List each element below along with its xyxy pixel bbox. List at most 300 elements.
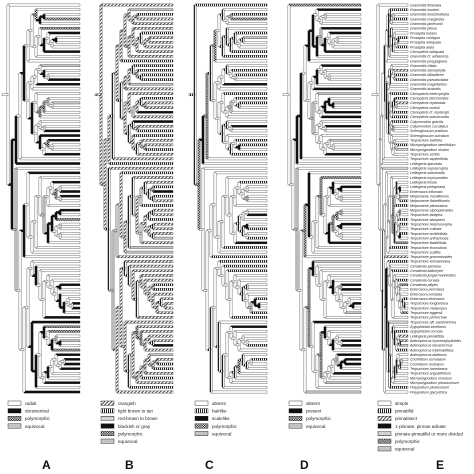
branch — [321, 270, 361, 272]
branch — [247, 190, 267, 192]
branch — [386, 60, 408, 62]
branch — [393, 13, 408, 15]
taxon-label: Lellingeria phlegmaria — [410, 185, 446, 190]
branch — [137, 18, 173, 20]
branch — [60, 195, 80, 197]
branch — [36, 92, 80, 94]
branch — [383, 158, 408, 160]
branch — [219, 321, 267, 323]
branch — [129, 83, 173, 85]
taxon-label: Grammitis knutsfordiana — [410, 12, 449, 17]
branch — [396, 46, 408, 48]
branch — [390, 265, 408, 267]
branch — [325, 18, 361, 20]
branch — [153, 228, 173, 230]
legend-swatch — [195, 401, 208, 405]
taxon-label: Lellingeria myosuroides — [410, 175, 448, 180]
branch — [48, 79, 80, 81]
branch — [321, 116, 361, 118]
branch — [153, 344, 173, 346]
legend-label: 1-pinnate, pinnae adnate — [395, 423, 446, 429]
taxon-label: Lellingeria subsessilis — [410, 171, 445, 176]
legend-swatch — [195, 431, 208, 435]
branch — [60, 288, 80, 290]
branch — [396, 279, 408, 281]
legend-swatch — [195, 416, 208, 420]
taxon-label: Grammitis pilosa — [410, 26, 437, 31]
branch — [395, 32, 408, 34]
branch — [36, 83, 80, 85]
branch — [137, 153, 173, 155]
legend-swatch — [101, 409, 114, 413]
branch — [313, 88, 361, 90]
branch — [317, 246, 361, 248]
taxon-label: Scleroglossum sulcatum — [410, 133, 449, 138]
branch — [40, 23, 80, 25]
branch — [60, 340, 80, 342]
branch — [388, 251, 408, 253]
branch — [395, 274, 408, 276]
taxon-label: Enterosora trifurcata — [410, 189, 443, 194]
branch — [153, 209, 173, 211]
branch — [247, 195, 267, 197]
branch — [28, 172, 80, 174]
branch — [149, 335, 173, 337]
branch — [64, 358, 80, 360]
branch — [243, 41, 267, 43]
branch — [211, 256, 267, 258]
branch — [153, 195, 173, 197]
branch — [337, 335, 361, 337]
branch — [251, 358, 267, 360]
taxon-label: Enterosora percrassa — [410, 287, 445, 292]
branch — [317, 265, 361, 267]
panel-letter-e: E — [436, 458, 445, 472]
branch — [153, 340, 173, 342]
branch — [141, 204, 173, 206]
taxon-label: Grammitis fimbriata — [410, 3, 442, 8]
branch — [48, 139, 80, 141]
taxon-label: Adenophorus tripinnatifidus — [410, 348, 454, 353]
taxon-label: Scleroglossum pusillum — [410, 129, 448, 134]
taxon-label: Melpomene xiphopteroides — [410, 208, 454, 213]
branch — [133, 65, 173, 67]
branch — [231, 69, 267, 71]
branch — [44, 69, 80, 71]
branch — [390, 386, 408, 388]
taxon-label: Grammitis jamesonii — [410, 21, 443, 26]
branch — [117, 391, 173, 393]
legend-swatch — [289, 401, 302, 405]
branch — [141, 242, 173, 244]
branch — [381, 162, 408, 164]
branch — [325, 69, 361, 71]
branch — [297, 162, 361, 164]
branch — [333, 181, 361, 183]
legend-label: simple — [395, 401, 409, 406]
taxon-label: Ctenopteris cf. mjobergii — [410, 110, 449, 115]
branch — [393, 125, 408, 127]
legend-c — [195, 401, 237, 436]
branch — [390, 55, 408, 57]
taxon-label: Melpomene pilosissima — [410, 203, 448, 208]
branch — [145, 144, 173, 146]
branch — [141, 97, 173, 99]
legend-d — [289, 401, 331, 429]
branch — [133, 134, 173, 136]
branch — [341, 284, 361, 286]
taxon-label: Terpsichore gramminoides — [410, 255, 453, 260]
branch — [44, 382, 80, 384]
tree-panel-a — [2, 4, 80, 393]
taxon-label: Grammitis stenophylla — [410, 68, 446, 73]
taxon-label: Terpsichore cultrata — [410, 227, 442, 232]
branch — [247, 340, 267, 342]
branch — [396, 106, 408, 108]
branch — [329, 274, 361, 276]
branch — [305, 256, 361, 258]
legend-swatch — [101, 401, 114, 405]
branch — [243, 218, 267, 220]
branch — [321, 27, 361, 29]
legend-label: blackish or gray — [118, 423, 151, 429]
branch — [243, 354, 267, 356]
branch — [393, 69, 408, 71]
taxon-label: Adenophorus hymenophylloides — [410, 339, 462, 344]
branch — [60, 223, 80, 225]
branch — [325, 316, 361, 318]
branch — [153, 186, 173, 188]
branch — [44, 51, 80, 53]
branch — [337, 37, 361, 39]
branch — [333, 106, 361, 108]
branch — [129, 265, 173, 267]
branch — [145, 148, 173, 150]
branch — [395, 139, 408, 141]
branch — [44, 13, 80, 15]
branch — [396, 148, 408, 150]
branch — [40, 176, 80, 178]
branch — [247, 223, 267, 225]
branch — [305, 391, 361, 393]
branch — [48, 242, 80, 244]
branch — [231, 130, 267, 132]
taxon-label: Grammitis australis — [410, 87, 441, 92]
branch — [247, 344, 267, 346]
taxon-label: Calymmodon gracilis — [410, 119, 444, 124]
branch — [329, 74, 361, 76]
branch — [227, 120, 267, 122]
branch — [231, 13, 267, 15]
branch — [60, 344, 80, 346]
branch — [141, 330, 173, 332]
branch — [215, 60, 267, 62]
legend-label: equivocal — [306, 423, 326, 429]
taxon-label: Terpsichore lanigera — [410, 213, 443, 218]
branch — [313, 260, 361, 262]
branch — [68, 298, 80, 300]
branch — [325, 326, 361, 328]
branch — [393, 18, 408, 20]
taxon-label: Enterosora trichosora — [410, 297, 445, 302]
taxon-label: Micropolypodium okuboi — [410, 147, 449, 152]
branch — [227, 134, 267, 136]
branch — [391, 23, 408, 25]
branch — [215, 172, 267, 174]
branch — [341, 293, 361, 295]
branch — [60, 293, 80, 295]
branch — [235, 242, 267, 244]
branch — [133, 27, 173, 29]
tree-panel-e — [372, 4, 408, 393]
taxon-label: Ceradenia pilipes — [410, 283, 438, 288]
branch — [161, 298, 173, 300]
taxon-label: Calymmodon cucullatus — [410, 124, 449, 129]
branch — [341, 288, 361, 290]
taxon-label: Grammitis ciliata — [410, 63, 437, 68]
legend-label: polymorphic — [212, 423, 237, 429]
legend-swatch — [8, 416, 21, 420]
branch — [20, 158, 80, 160]
branch — [247, 209, 267, 211]
branch — [153, 232, 173, 234]
legend-swatch — [101, 431, 114, 435]
branch — [16, 162, 80, 164]
branch — [64, 363, 80, 365]
panel-letters — [42, 458, 444, 472]
branch — [145, 46, 173, 48]
branch — [393, 326, 408, 328]
taxon-label: Micropolypodium minutum — [410, 376, 452, 381]
branch — [36, 265, 80, 267]
legend-label: red-brown to brown — [118, 416, 158, 422]
branch — [247, 368, 267, 370]
legend-label: polymorphic — [395, 439, 420, 444]
branch — [56, 335, 80, 337]
branch — [60, 190, 80, 192]
branch — [40, 120, 80, 122]
branch — [153, 368, 173, 370]
branch — [203, 162, 267, 164]
legend-swatch — [378, 424, 391, 428]
branch — [333, 148, 361, 150]
branch — [391, 65, 408, 67]
branch — [325, 13, 361, 15]
branch — [153, 190, 173, 192]
branch — [40, 116, 80, 118]
branch — [223, 386, 267, 388]
taxon-label: Grammitis cf. arfakensis — [410, 54, 449, 59]
branch — [309, 172, 361, 174]
branch — [385, 391, 408, 393]
branch — [243, 37, 267, 39]
branch — [317, 55, 361, 57]
branch — [341, 200, 361, 202]
branch — [137, 13, 173, 15]
legend-swatch — [101, 439, 114, 443]
branch — [101, 4, 173, 6]
branch — [227, 65, 267, 67]
branch — [40, 27, 80, 29]
taxon-label: Terpsichore senilis — [410, 152, 440, 157]
branch — [395, 330, 408, 332]
branch — [32, 88, 80, 90]
branch — [145, 372, 173, 374]
branch — [125, 88, 173, 90]
panel-letter-a: A — [42, 458, 51, 472]
branch — [227, 23, 267, 25]
branch — [239, 102, 267, 104]
branch — [395, 79, 408, 81]
branch — [231, 316, 267, 318]
branch — [145, 181, 173, 183]
branch — [390, 9, 408, 11]
branch — [321, 65, 361, 67]
branch — [341, 340, 361, 342]
branch — [349, 298, 361, 300]
taxon-label: Terpsichore alsopteris — [410, 217, 446, 222]
branch — [239, 279, 267, 281]
branch — [149, 354, 173, 356]
branch — [141, 32, 173, 34]
branch — [247, 237, 267, 239]
branch — [398, 218, 408, 220]
branch — [141, 274, 173, 276]
legend-swatch — [8, 424, 21, 428]
branch — [329, 32, 361, 34]
branch — [207, 158, 267, 160]
branch — [227, 116, 267, 118]
branch — [121, 60, 173, 62]
branch — [247, 284, 267, 286]
branch — [345, 363, 361, 365]
branch — [255, 298, 267, 300]
taxon-label: Zygophlebia cornuta — [410, 329, 443, 334]
branch — [235, 97, 267, 99]
taxon-label: Lellingeria limula — [410, 180, 437, 185]
branch — [48, 377, 80, 379]
taxon-label: Polypodium glycyrrhiza — [410, 390, 447, 395]
branch — [341, 214, 361, 216]
legend-swatch — [101, 424, 114, 428]
branch — [48, 204, 80, 206]
branch — [341, 223, 361, 225]
legend-label: hairlike — [212, 408, 227, 414]
taxon-label: Terpsichore melanopus — [410, 306, 448, 311]
branch — [329, 79, 361, 81]
branch — [393, 51, 408, 53]
branch — [321, 23, 361, 25]
branch — [48, 97, 80, 99]
branch — [325, 130, 361, 132]
branch — [145, 349, 173, 351]
branch — [283, 94, 289, 96]
branch — [219, 260, 267, 262]
branch — [345, 312, 361, 314]
branch — [231, 51, 267, 53]
tree-panel-d — [283, 4, 361, 393]
taxon-label: Terpsichore anfractuosa — [410, 236, 449, 241]
legend-label: radial — [25, 401, 37, 406]
branch — [133, 120, 173, 122]
taxon-label: Lellingeria pinnatifida — [410, 334, 444, 339]
branch — [341, 232, 361, 234]
branch — [44, 111, 80, 113]
branch — [247, 288, 267, 290]
branch — [333, 46, 361, 48]
branch — [24, 391, 80, 393]
branch — [396, 181, 408, 183]
branch — [113, 158, 173, 160]
taxon-label: Terpsichore taxifolia — [410, 138, 442, 143]
branch — [297, 167, 361, 169]
branch — [44, 326, 80, 328]
branch — [16, 167, 80, 169]
branch — [251, 312, 267, 314]
branch — [396, 372, 408, 374]
branch — [395, 74, 408, 76]
legend-label: scalelike — [212, 416, 230, 422]
branch — [325, 153, 361, 155]
branch — [137, 382, 173, 384]
taxon-label: Prosaptia alata — [410, 45, 434, 50]
branch — [317, 92, 361, 94]
legend-swatch — [195, 424, 208, 428]
branch — [239, 144, 267, 146]
branch — [395, 242, 408, 244]
taxon-label: Melpomene moniliformis — [410, 194, 449, 199]
panel-letter-b: B — [125, 458, 134, 472]
taxon-label: Terpsichore pichinchae — [410, 315, 447, 320]
taxon-label: Terpsichore longisetosa — [410, 301, 448, 306]
branch — [341, 228, 361, 230]
branch — [36, 9, 80, 11]
branch — [56, 218, 80, 220]
branch — [60, 200, 80, 202]
branch — [117, 256, 173, 258]
legend-swatch — [378, 416, 391, 420]
taxon-label: Terpsichore leucosticta — [410, 245, 447, 250]
taxon-label: Micropolypodium pilosissimum — [410, 380, 459, 385]
legend-label: polymorphic — [25, 416, 50, 422]
branch — [333, 279, 361, 281]
taxon-label: Terpsichore subtilis — [410, 250, 441, 255]
branch — [32, 251, 80, 253]
branch — [153, 200, 173, 202]
branch — [317, 9, 361, 11]
branch — [195, 4, 267, 6]
branch — [313, 321, 361, 323]
tree-panel-c — [189, 4, 267, 393]
branch — [56, 41, 80, 43]
branch — [223, 265, 267, 267]
branch — [388, 260, 408, 262]
branch — [235, 74, 267, 76]
taxon-label: Grammitis poeppigiana — [410, 59, 447, 64]
legend-label: equivocal — [118, 439, 138, 444]
branch — [52, 148, 80, 150]
branch — [149, 218, 173, 220]
branch — [247, 228, 267, 230]
taxon-label: Polypodium plesiosorum — [410, 385, 450, 390]
legend-label: equivocal — [395, 446, 415, 452]
branch — [8, 4, 80, 6]
branch — [313, 251, 361, 253]
legend-swatch — [8, 409, 21, 413]
branch — [52, 372, 80, 374]
legend-label: orangish — [118, 401, 136, 406]
taxon-label: Zygophlebia sectifrons — [410, 325, 446, 330]
